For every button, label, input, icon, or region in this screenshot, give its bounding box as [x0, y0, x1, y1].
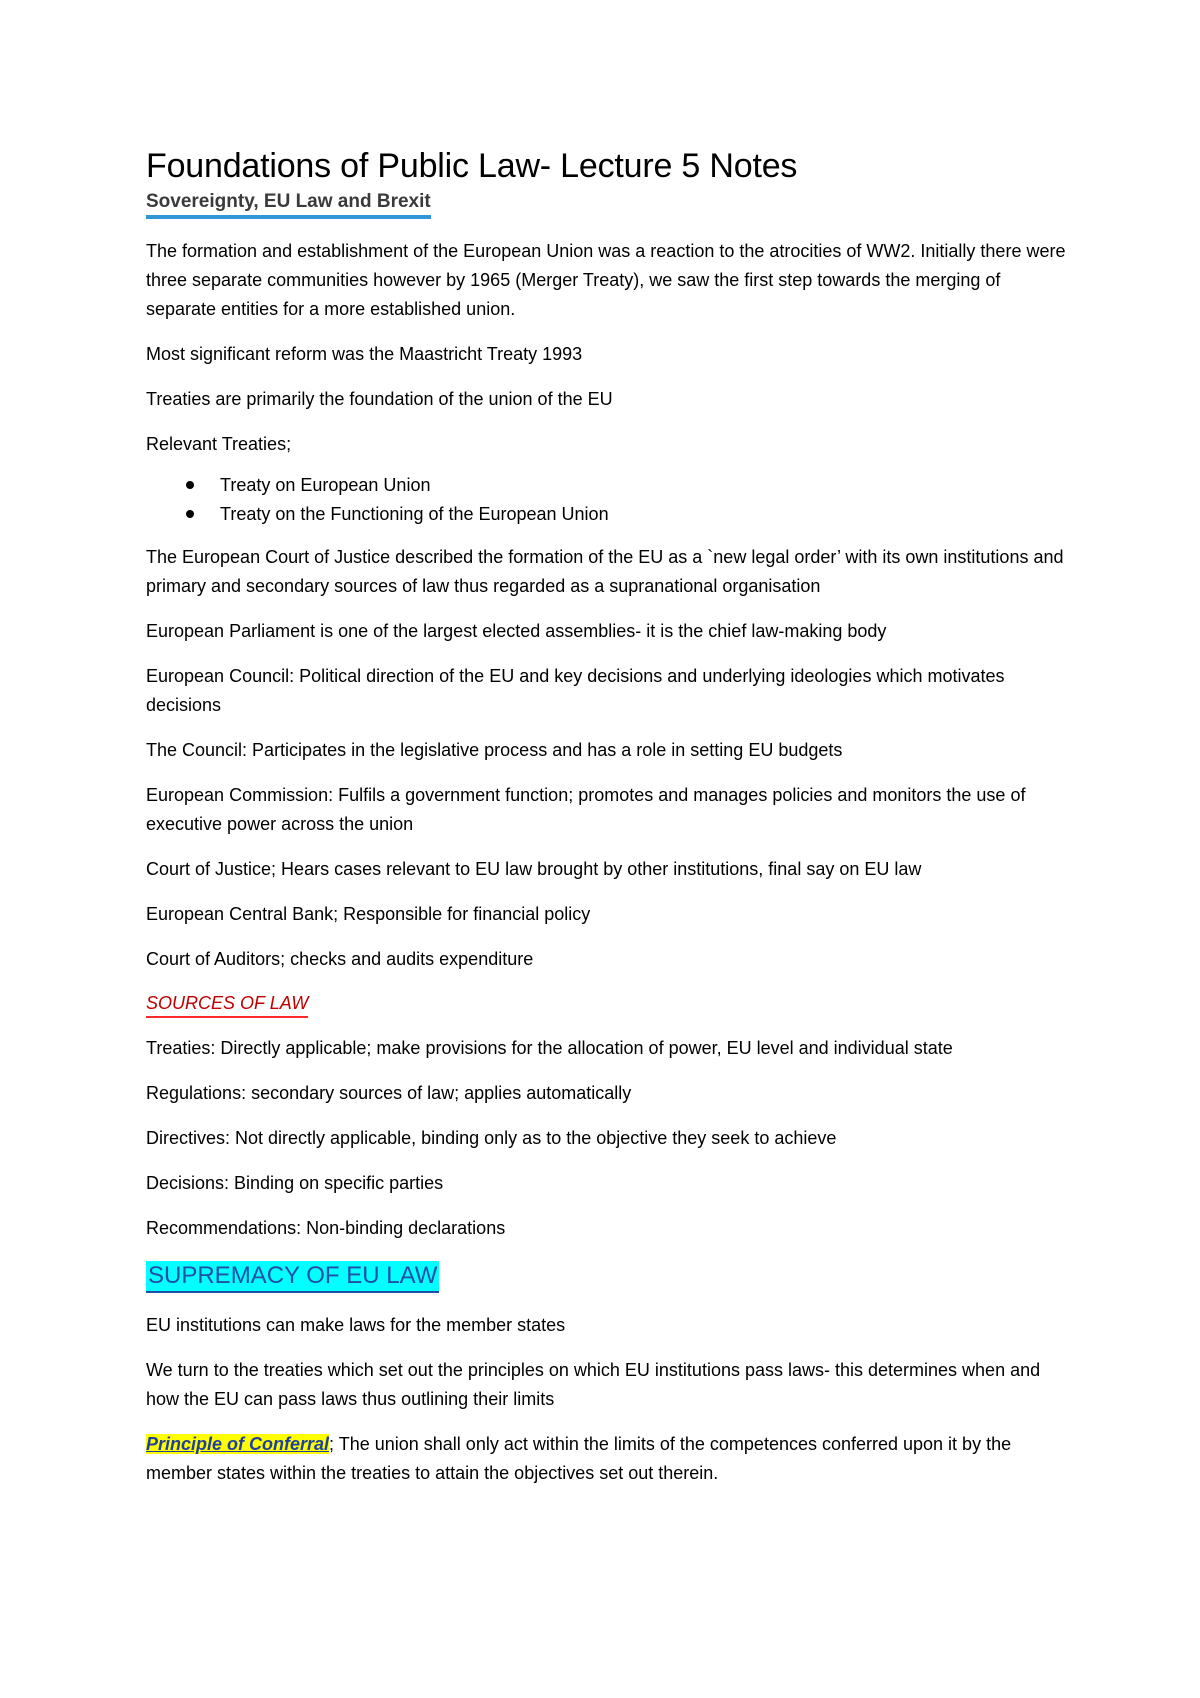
paragraph-treaties-principles: We turn to the treaties which set out the principles on which EU institutions pass laws- this determines when and how the EU can pass laws thus outlining their limits: [146, 1360, 1041, 1409]
subtitle-wrapper: [146, 190, 1066, 237]
paragraph-the-council: The Council: Participates in the legislative process and has a role in setting EU budgets: [146, 740, 843, 760]
treaties-list: [146, 471, 1066, 529]
paragraph-relevant-treaties: Relevant Treaties;: [146, 434, 292, 454]
paragraph-source-decisions: Decisions: Binding on specific parties: [146, 1173, 444, 1193]
list-item: [220, 500, 1066, 529]
page-title: Foundations of Public Law- Lecture 5 Notes: [146, 147, 798, 185]
paragraph-central-bank: European Central Bank; Responsible for financial policy: [146, 904, 591, 924]
paragraph-commission: European Commission: Fulfils a government function; promotes and manages policies and monitors the use of executive power across the union: [146, 785, 1026, 834]
sources-of-law-heading: SOURCES OF LAW: [146, 990, 308, 1018]
bullet-icon: [186, 481, 194, 489]
list-item: [220, 471, 1066, 500]
list-item-text: Treaty on the Functioning of the European Union: [220, 504, 609, 524]
paragraph-european-council: European Council: Political direction of the EU and key decisions and underlying ideologies which motivates decisions: [146, 666, 1005, 715]
paragraph-court-of-auditors: Court of Auditors; checks and audits expenditure: [146, 949, 534, 969]
paragraph-parliament: European Parliament is one of the largest elected assemblies- it is the chief law-making body: [146, 621, 887, 641]
paragraph-conferral: [146, 1430, 1066, 1488]
list-item-text: Treaty on European Union: [220, 475, 431, 495]
paragraph-source-treaties: Treaties: Directly applicable; make provisions for the allocation of power, EU level and individual state: [146, 1038, 953, 1058]
paragraph-source-regulations: Regulations: secondary sources of law; applies automatically: [146, 1083, 632, 1103]
paragraph-formation: The formation and establishment of the European Union was a reaction to the atrocities of WW2. Initially there were three separate communities however by 1965 (Merger Treaty), we saw the first step towards the merging of separate entities for a more established union.: [146, 241, 1066, 319]
bullet-icon: [186, 510, 194, 518]
paragraph-maastricht: Most significant reform was the Maastricht Treaty 1993: [146, 344, 583, 364]
paragraph-source-recommendations: Recommendations: Non-binding declarations: [146, 1218, 506, 1238]
principle-of-conferral-term: Principle of Conferral: [146, 1434, 330, 1454]
paragraph-treaties-foundation: Treaties are primarily the foundation of the union of the EU: [146, 389, 613, 409]
page-subtitle: Sovereignty, EU Law and Brexit: [146, 190, 431, 219]
paragraph-ecj: The European Court of Justice described the formation of the EU as a `new legal order’ with its own institutions and primary and secondary sources of law thus regarded as a supranational organisation: [146, 547, 1064, 596]
paragraph-eu-institutions: EU institutions can make laws for the member states: [146, 1315, 566, 1335]
paragraph-court-of-justice: Court of Justice; Hears cases relevant to EU law brought by other institutions, final say on EU law: [146, 859, 922, 879]
document-content: [146, 146, 1066, 1504]
sources-heading-wrapper: [146, 990, 1066, 1034]
paragraph-source-directives: Directives: Not directly applicable, binding only as to the objective they seek to achieve: [146, 1128, 837, 1148]
supremacy-heading-wrapper: [146, 1259, 1066, 1311]
supremacy-heading: SUPREMACY OF EU LAW: [146, 1261, 439, 1293]
conferral-text: ; The union shall only act within the limits of the competences conferred upon it by the member states within the treaties to attain the objectives set out therein.: [146, 1434, 1012, 1483]
